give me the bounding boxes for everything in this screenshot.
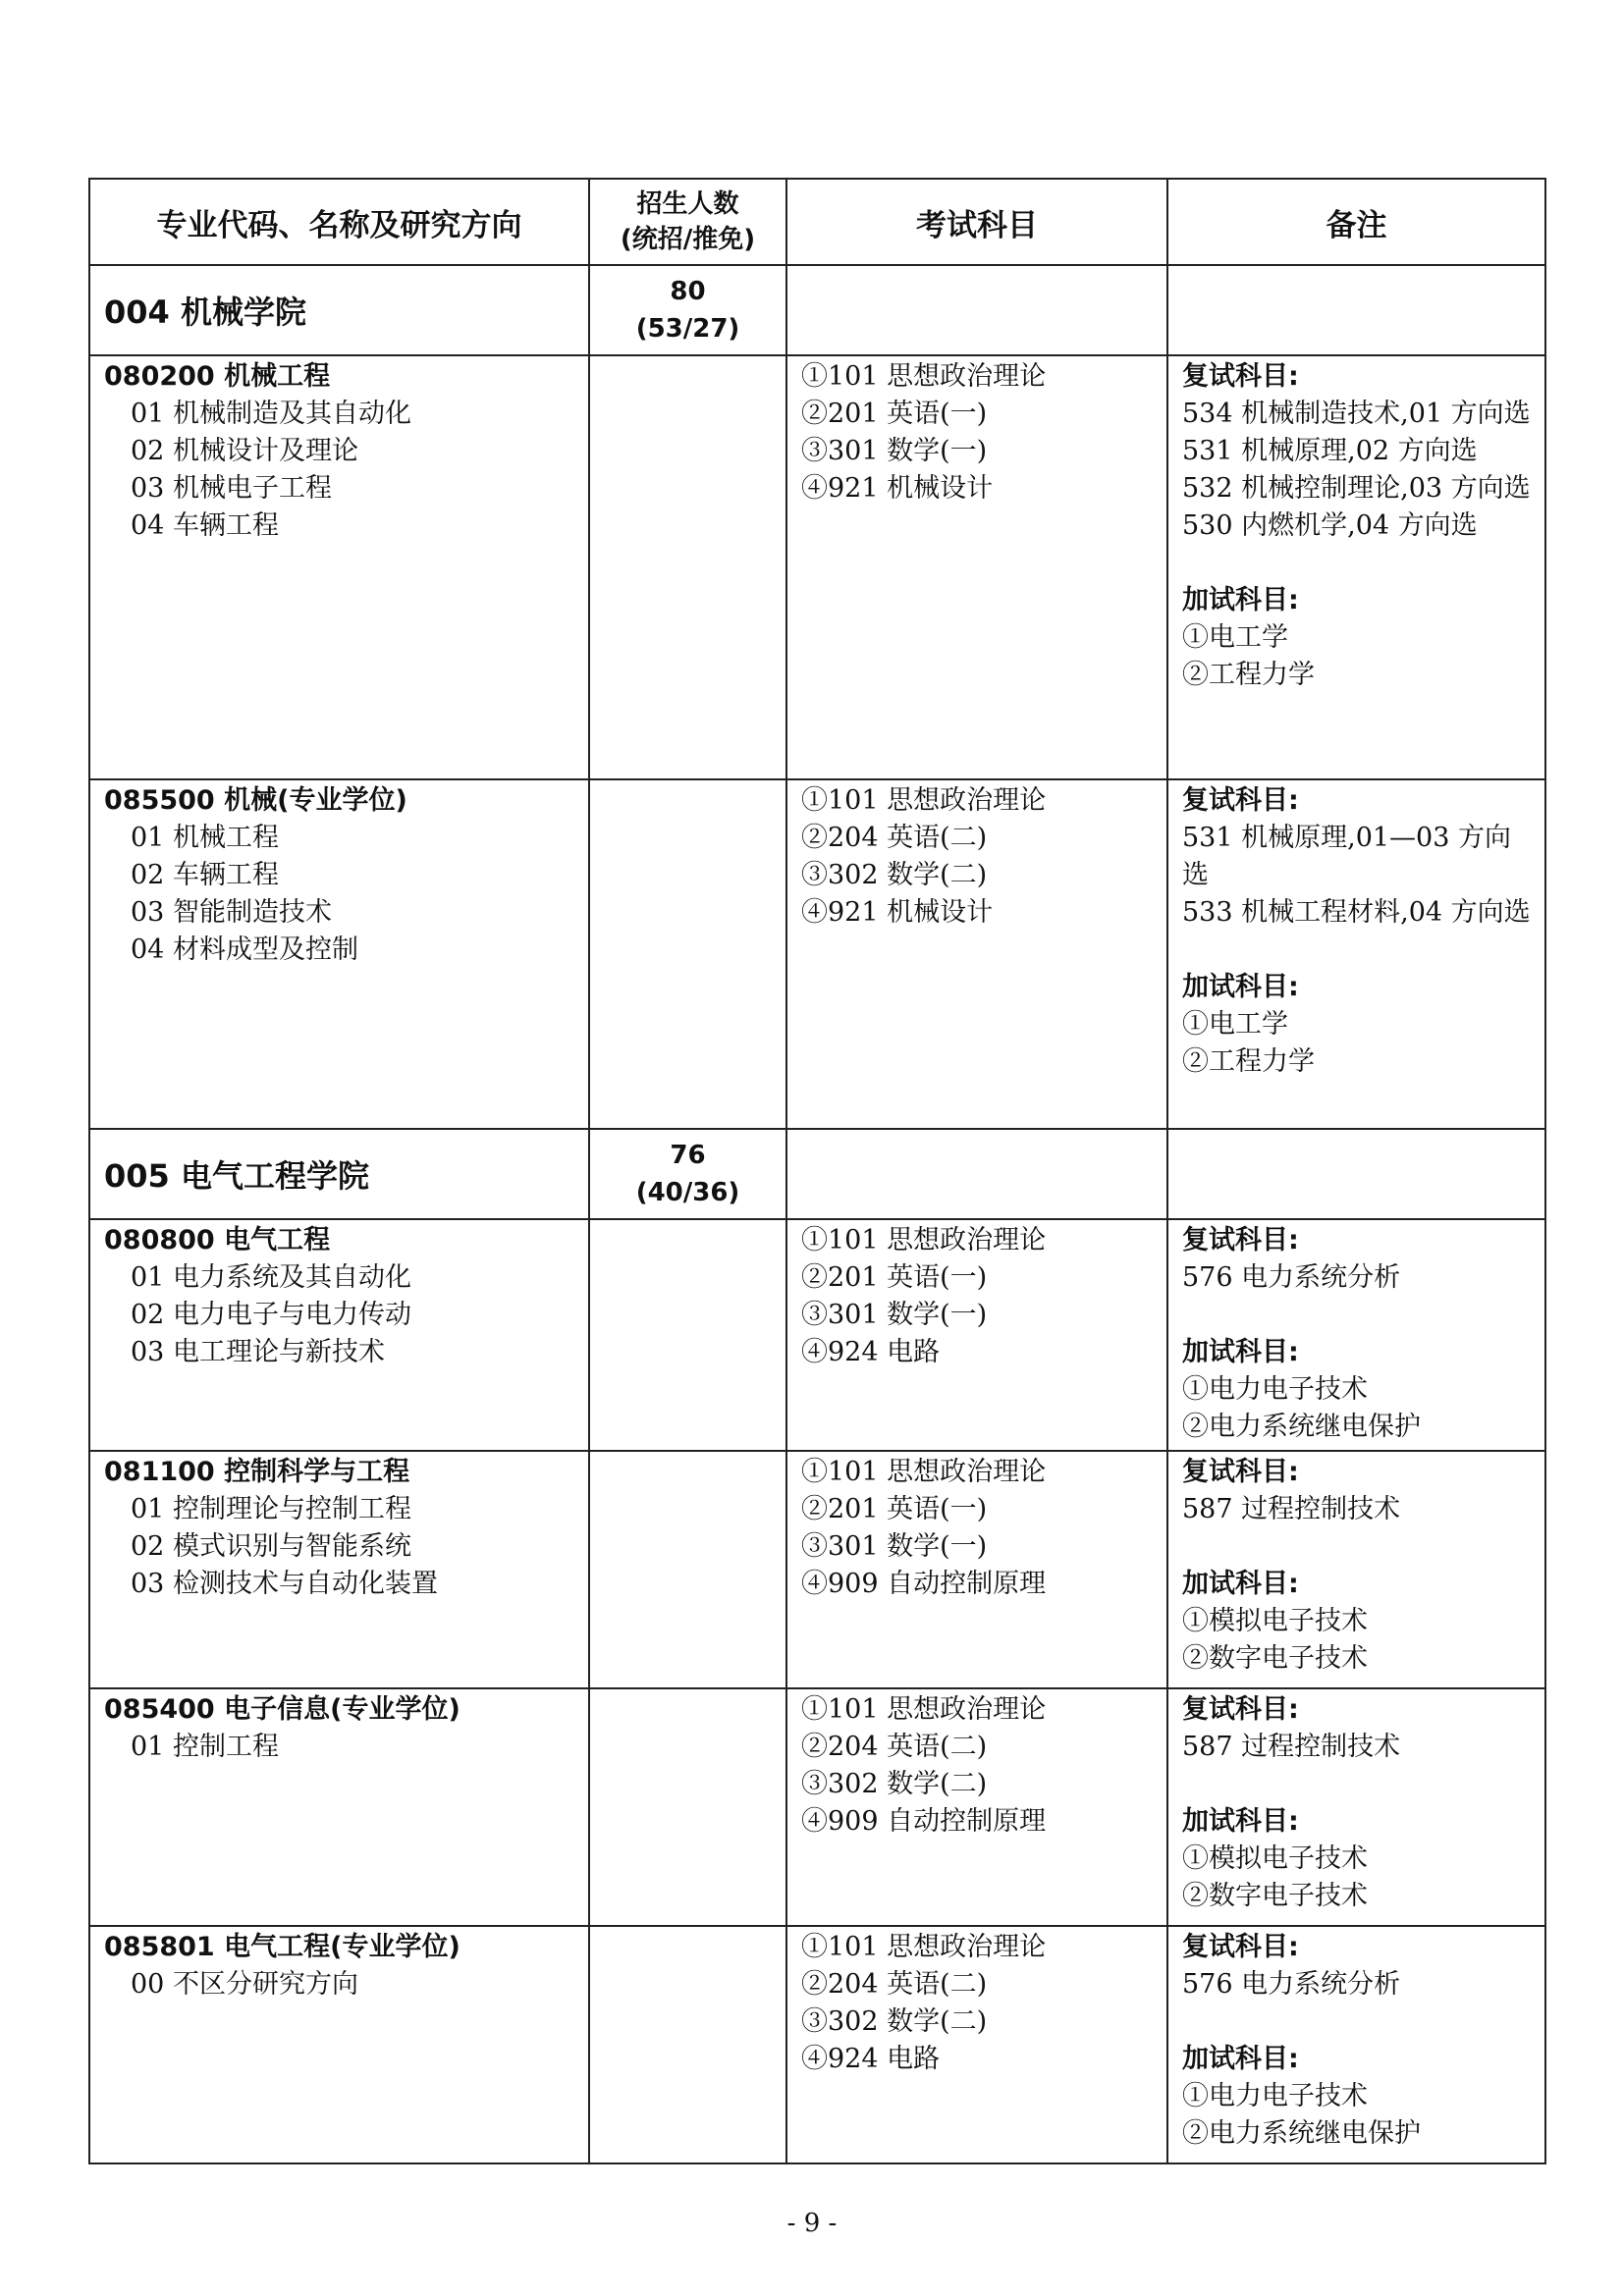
college-exam-empty	[786, 1129, 1167, 1219]
major-cell	[89, 779, 589, 1129]
college-row	[89, 1129, 1545, 1219]
note-gap	[1182, 1766, 1535, 1803]
direction-item: 01 控制理论与控制工程	[131, 1494, 411, 1524]
retest-item: 531 机械原理,01—03 方向选	[1182, 823, 1511, 890]
note-gap	[1182, 2003, 1535, 2041]
extra-item: ②电力系统继电保护	[1182, 2118, 1421, 2149]
direction-item: 02 车辆工程	[131, 860, 279, 890]
retest-item: 531 机械原理,02 方向选	[1182, 436, 1478, 466]
note-cell	[1167, 355, 1545, 779]
college-total: 76	[670, 1141, 706, 1170]
college-row	[89, 265, 1545, 355]
major-row	[89, 779, 1545, 1129]
exam-item: ①101 思想政治理论	[801, 1225, 1047, 1255]
direction-item: 01 机械工程	[131, 823, 279, 853]
note-cell	[1167, 1926, 1545, 2163]
major-row	[89, 355, 1545, 779]
college-name: 004 机械学院	[89, 265, 589, 355]
note-cell	[1167, 1219, 1545, 1451]
exam-item: ③302 数学(二)	[801, 1769, 988, 1799]
extra-item: ①模拟电子技术	[1182, 1843, 1368, 1874]
direction-item: 03 检测技术与自动化装置	[131, 1569, 438, 1599]
count-cell-empty	[589, 1688, 786, 1926]
extra-item: ②数字电子技术	[1182, 1881, 1368, 1911]
exam-item: ③302 数学(二)	[801, 2006, 988, 2037]
college-note-empty	[1167, 1129, 1545, 1219]
note-cell	[1167, 1451, 1545, 1688]
exam-item: ①101 思想政治理论	[801, 1932, 1047, 1962]
direction-item: 03 智能制造技术	[131, 897, 332, 928]
major-cell	[89, 1926, 589, 2163]
retest-item: 533 机械工程材料,04 方向选	[1182, 897, 1531, 928]
note-gap	[1182, 932, 1535, 969]
retest-label: 复试科目:	[1182, 785, 1299, 816]
exam-item: ④924 电路	[801, 2044, 941, 2074]
extra-item: ②工程力学	[1182, 660, 1315, 690]
exam-item: ②201 英语(一)	[801, 399, 988, 429]
direction-item: 01 机械制造及其自动化	[131, 399, 411, 429]
major-title: 085500 机械(专业学位)	[104, 785, 407, 816]
direction-item: 04 车辆工程	[131, 510, 279, 541]
major-cell	[89, 1688, 589, 1926]
exam-cell	[786, 1926, 1167, 2163]
exam-item: ③301 数学(一)	[801, 1531, 988, 1562]
major-title: 080800 电气工程	[104, 1225, 331, 1255]
extra-label: 加试科目:	[1182, 585, 1299, 615]
retest-item: 534 机械制造技术,01 方向选	[1182, 399, 1531, 429]
extra-item: ②电力系统继电保护	[1182, 1412, 1421, 1442]
retest-item: 587 过程控制技术	[1182, 1494, 1401, 1524]
note-gap	[1182, 1528, 1535, 1566]
major-title: 085801 电气工程(专业学位)	[104, 1932, 460, 1962]
note-gap	[1182, 545, 1535, 582]
count-cell-empty	[589, 1451, 786, 1688]
major-row	[89, 1451, 1545, 1688]
exam-item: ①101 思想政治理论	[801, 361, 1047, 392]
exam-item: ④924 电路	[801, 1337, 941, 1367]
table-header-row	[89, 179, 1545, 265]
exam-item: ③301 数学(一)	[801, 436, 988, 466]
college-split: (53/27)	[635, 314, 740, 344]
direction-item: 02 机械设计及理论	[131, 436, 358, 466]
extra-item: ①电力电子技术	[1182, 2081, 1368, 2111]
direction-item: 02 电力电子与电力传动	[131, 1300, 411, 1330]
note-cell	[1167, 779, 1545, 1129]
college-name: 005 电气工程学院	[89, 1129, 589, 1219]
table-body	[89, 265, 1545, 2163]
extra-item: ②数字电子技术	[1182, 1643, 1368, 1674]
page-number: - 9 -	[786, 2209, 838, 2238]
major-row	[89, 1926, 1545, 2163]
major-row	[89, 1688, 1545, 1926]
exam-cell	[786, 1451, 1167, 1688]
extra-item: ①电工学	[1182, 1009, 1288, 1040]
header-count	[589, 179, 786, 265]
exam-cell	[786, 1219, 1167, 1451]
major-cell	[89, 355, 589, 779]
exam-item: ③302 数学(二)	[801, 860, 988, 890]
extra-label: 加试科目:	[1182, 1337, 1299, 1367]
extra-label: 加试科目:	[1182, 972, 1299, 1002]
retest-label: 复试科目:	[1182, 1932, 1299, 1962]
extra-item: ①电力电子技术	[1182, 1374, 1368, 1405]
direction-item: 01 电力系统及其自动化	[131, 1262, 411, 1293]
exam-item: ④921 机械设计	[801, 473, 994, 504]
exam-item: ④909 自动控制原理	[801, 1806, 1047, 1837]
extra-label: 加试科目:	[1182, 1569, 1299, 1599]
exam-item: ①101 思想政治理论	[801, 1694, 1047, 1725]
college-total: 80	[670, 277, 706, 306]
retest-item: 530 内燃机学,04 方向选	[1182, 510, 1478, 541]
extra-item: ①模拟电子技术	[1182, 1606, 1368, 1636]
college-note-empty	[1167, 265, 1545, 355]
college-split: (40/36)	[635, 1178, 740, 1207]
direction-item: 01 控制工程	[131, 1732, 279, 1762]
count-cell-empty	[589, 1219, 786, 1451]
admissions-table	[88, 178, 1546, 2164]
header-note: 备注	[1167, 179, 1545, 265]
direction-item: 03 电工理论与新技术	[131, 1337, 385, 1367]
retest-label: 复试科目:	[1182, 361, 1299, 392]
college-count	[589, 265, 786, 355]
exam-item: ④921 机械设计	[801, 897, 994, 928]
exam-item: ②204 英语(二)	[801, 1732, 988, 1762]
direction-item: 04 材料成型及控制	[131, 934, 358, 965]
exam-cell	[786, 779, 1167, 1129]
count-cell-empty	[589, 355, 786, 779]
exam-item: ③301 数学(一)	[801, 1300, 988, 1330]
retest-item: 576 电力系统分析	[1182, 1969, 1401, 2000]
retest-label: 复试科目:	[1182, 1694, 1299, 1725]
college-exam-empty	[786, 265, 1167, 355]
major-title: 085400 电子信息(专业学位)	[104, 1694, 460, 1725]
header-count-line2: (统招/推免)	[620, 225, 756, 254]
major-title: 080200 机械工程	[104, 361, 331, 392]
exam-cell	[786, 1688, 1167, 1926]
exam-item: ①101 思想政治理论	[801, 785, 1047, 816]
retest-item: 576 电力系统分析	[1182, 1262, 1401, 1293]
retest-item: 532 机械控制理论,03 方向选	[1182, 473, 1531, 504]
college-count	[589, 1129, 786, 1219]
extra-item: ②工程力学	[1182, 1046, 1315, 1077]
header-major: 专业代码、名称及研究方向	[89, 179, 589, 265]
extra-label: 加试科目:	[1182, 1806, 1299, 1837]
exam-item: ②204 英语(二)	[801, 823, 988, 853]
count-cell-empty	[589, 1926, 786, 2163]
exam-item: ②204 英语(二)	[801, 1969, 988, 2000]
retest-label: 复试科目:	[1182, 1457, 1299, 1487]
major-title: 081100 控制科学与工程	[104, 1457, 410, 1487]
exam-item: ②201 英语(一)	[801, 1262, 988, 1293]
exam-item: ①101 思想政治理论	[801, 1457, 1047, 1487]
exam-cell	[786, 355, 1167, 779]
direction-item: 00 不区分研究方向	[131, 1969, 358, 2000]
major-cell	[89, 1451, 589, 1688]
major-row	[89, 1219, 1545, 1451]
exam-item: ②201 英语(一)	[801, 1494, 988, 1524]
header-count-line1: 招生人数	[636, 189, 739, 219]
count-cell-empty	[589, 779, 786, 1129]
header-exam: 考试科目	[786, 179, 1167, 265]
note-gap	[1182, 1297, 1535, 1334]
retest-label: 复试科目:	[1182, 1225, 1299, 1255]
major-cell	[89, 1219, 589, 1451]
direction-item: 02 模式识别与智能系统	[131, 1531, 411, 1562]
note-cell	[1167, 1688, 1545, 1926]
direction-item: 03 机械电子工程	[131, 473, 332, 504]
retest-item: 587 过程控制技术	[1182, 1732, 1401, 1762]
extra-label: 加试科目:	[1182, 2044, 1299, 2074]
exam-item: ④909 自动控制原理	[801, 1569, 1047, 1599]
extra-item: ①电工学	[1182, 622, 1288, 653]
